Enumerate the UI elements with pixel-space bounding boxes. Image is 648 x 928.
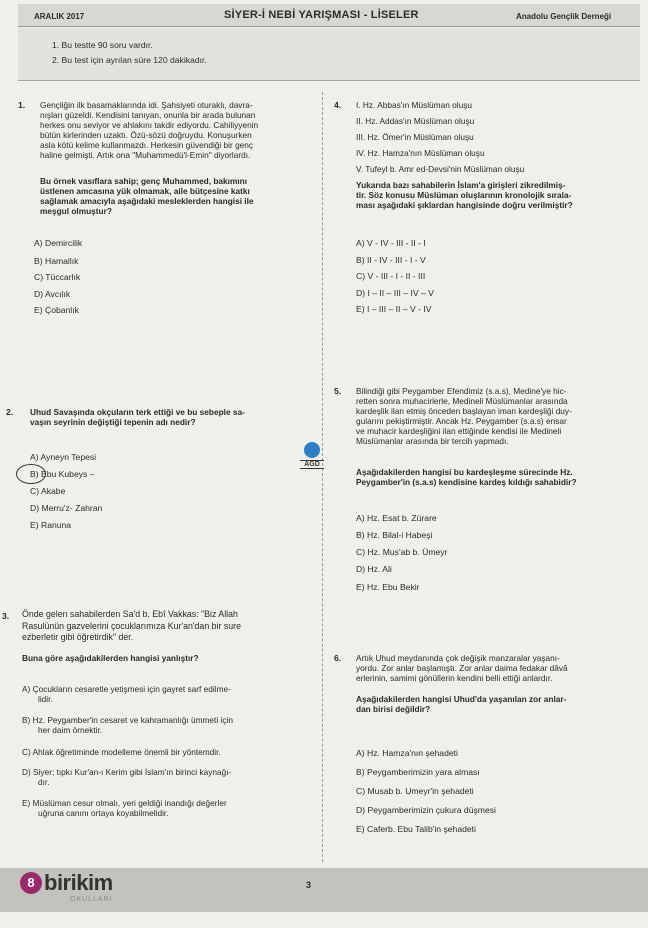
passage-line: Önde gelen sahabilerden Sa'd b. Ebî Vakkas: "Biz Allah [22,609,238,619]
header-band [18,4,640,27]
passage-line: erlerinin, samimi gönüllerin kendini belli ettiği anlardır. [356,673,553,683]
passage-line: yordu. Zor anlar başlamıştı. Zor anlar daima fedakar dâvâ [356,663,568,673]
option-b[interactable]: B) Peygamberimizin yara alması [356,767,480,777]
passage-line: asla kötü kelime kullanmazdı. Herkesin güvendiği bir genç [40,140,254,150]
question-passage [356,386,572,446]
passage-line: nışları güzeldi. Kendisini tanıyan, onunla bir arada bulunan [40,110,256,120]
prompt-line: üstlenen amcasına yük olmamak, aile bütçesine katkı [40,186,250,196]
option-a[interactable]: A) V - IV - III - II - I [356,238,426,248]
exam-date: ARALIK 2017 [34,12,85,21]
option-a[interactable] [22,684,231,704]
option-a[interactable]: A) Ayneyn Tepesi [30,452,97,462]
question-passage [356,653,568,683]
logo-subtitle: OKULLARI [70,896,113,903]
option-b[interactable]: B) Hz. Bilal-i Habeşi [356,530,433,540]
roman-item: II. Hz. Addas'ın Müslüman oluşu [356,116,475,126]
option-c[interactable]: C) Hz. Mus'ab b. Ümeyr [356,547,448,557]
question-prompt [40,176,254,216]
question-prompt: Buna göre aşağıdakilerden hangisi yanlıştır? [22,653,199,663]
option-line: her daim örnektir. [38,725,103,735]
option-e[interactable] [22,798,227,818]
column-divider [322,92,323,862]
option-line: uğruna canını ortaya koyabilmelidir. [38,808,169,818]
pen-circle-mark [16,464,46,484]
option-line: B) Hz. Peygamber'in cesaret ve kahramanlığı ümmeti için [22,715,233,725]
option-a[interactable]: A) Hz. Hamza'nın şehadeti [356,748,458,758]
option-d[interactable]: D) Avcılık [34,289,71,299]
passage-line: herkes onu seviyor ve ahlakını takdir ediyordu. Cahiliyyenin [40,120,259,130]
question-number: 2. [6,407,14,417]
prompt-line: Uhud Savaşında okçuların terk ettiği ve bu sebeple sa- [30,407,245,417]
question-passage [22,609,241,644]
question-number: 3. [2,611,10,621]
prompt-line: ması aşağıdaki şıklardan hangisinde doğru verilmiştir? [356,200,573,210]
option-line: A) Çocukların cesaretle yetişmesi için gayret sarf edilme- [22,684,231,694]
option-b[interactable] [22,715,233,735]
passage-line: Bilindiği gibi Peygamber Efendimiz (s.a.s), Medine'ye hic- [356,386,567,396]
prompt-line: meşgul olmuştur? [40,206,112,216]
passage-line: bütün kirlerinden uzaktı. Özü-sözü doğruydu. Konuşurken [40,130,252,140]
organization-name: Anadolu Gençlik Derneği [516,12,612,21]
option-d[interactable] [22,767,231,787]
option-line: E) Müslüman cesur olmalı, yeri geldiği inandığı değerler [22,798,227,808]
option-line: D) Siyer; tıpkı Kur'an-ı Kerim gibi İslam'ın birinci kaynağı- [22,767,232,777]
option-line: dır. [38,777,50,787]
prompt-line: Aşağıdakilerden hangisi bu kardeşleşme sürecinde Hz. [356,467,573,477]
roman-item: III. Hz. Ömer'in Müslüman oluşu [356,132,474,142]
passage-line: ezberletir gibi öğretirdik" der. [22,632,134,642]
prompt-line: Bu örnek vasıflara sahip; genç Muhammed, bakımını [40,176,248,186]
option-b[interactable]: B) Hamallık [34,256,79,266]
option-e[interactable]: E) Caferb. Ebu Talib'in şehadeti [356,824,476,834]
option-e[interactable]: E) Hz. Ebu Bekir [356,582,420,592]
passage-line: retten sonra muhacirlerle, Medineli Müslümanlar arasında [356,396,568,406]
birikim-logo [20,870,113,896]
prompt-line: Peygamber'in (s.a.s) kendisine kardeş kıldığı sahabidir? [356,477,577,487]
prompt-line: tir. Söz konusu Müslüman oluşlarının kronolojik sırala- [356,190,572,200]
question-number: 6. [334,653,342,663]
question-passage [40,100,258,160]
passage-line: Müslümanlar arasında bir tercih yapmadı. [356,436,509,446]
prompt-line: Yukarıda bazı sahabilerin İslam'a girişleri zikredilmiş- [356,180,566,190]
question-prompt [356,694,566,714]
option-b[interactable]: B) Ebu Kubeys – [30,469,95,479]
passage-line: kardeşlik ilan etmiş önceden başlayan iman kardeşliği duy- [356,406,572,416]
agd-logo [300,442,324,469]
passage-line: Artık Uhud meydanında çok değişik manzaralar yaşanı- [356,653,560,663]
prompt-line: vaşın seyrinin değiştiği tepenin adı nedir? [30,417,196,427]
agd-emblem-icon [304,442,320,458]
instruction-line: 2. Bu test için ayrılan süre 120 dakikadır. [52,55,207,65]
option-d[interactable]: D) Peygamberimizin çukura düşmesi [356,805,496,815]
option-e[interactable]: E) Çobanlık [34,305,79,315]
option-c[interactable]: C) Tüccarlık [34,272,81,282]
option-a[interactable]: A) Demircilik [34,238,83,248]
option-line: lidir. [38,694,53,704]
option-e[interactable]: E) I – III – II – V - IV [356,304,432,314]
question-number: 5. [334,386,342,396]
option-c[interactable]: C) Akabe [30,486,66,496]
question-prompt [356,467,577,487]
option-d[interactable]: D) Merru'z- Zahran [30,503,103,513]
option-d[interactable]: D) Hz. Ali [356,564,392,574]
option-c[interactable]: C) V - III - I - II - III [356,271,426,281]
option-c[interactable] [22,747,221,757]
roman-item: I. Hz. Abbas'ın Müslüman oluşu [356,100,472,110]
passage-line: gularını pekiştirmiştir. Ancak Hz. Peygamber (s.a.s) ensar [356,416,567,426]
option-c[interactable]: C) Musab b. Umeyr'in şehadeti [356,786,474,796]
instructions-box [18,28,640,81]
passage-line: Rasulünün gazvelerini çocuklarımıza Kur'an'dan bir sure [22,620,241,631]
option-line: C) Ahlak öğretiminde modelleme önemli bir yöntemdir. [22,747,221,757]
roman-item: V. Tufeyl b. Amr ed-Devsi'nin Müslüman oluşu [356,164,525,174]
question-number: 1. [18,100,26,110]
passage-line: Gençliğin ilk basamaklarında idi. Şahsiyeti oturaklı, davra- [40,100,253,110]
exam-title: SİYER-İ NEBİ YARIŞMASI - LİSELER [224,9,419,21]
roman-item: IV. Hz. Hamza'nın Müslüman oluşu [356,148,485,158]
passage-line: haline gelmişti. Artık ona "Muhammedü'l-Emin" diyorlardı. [40,150,251,160]
prompt-line: sağlamak amacıyla aşağıdaki mesleklerden hangisi ile [40,196,254,206]
question-prompt [356,180,573,210]
option-e[interactable]: E) Ranuna [30,520,72,530]
option-a[interactable]: A) Hz. Esat b. Zürare [356,513,437,523]
logo-wordmark: birikim [44,870,113,895]
instruction-line: 1. Bu testte 90 soru vardır. [52,40,153,50]
prompt-line: Aşağıdakilerden hangisi Uhud'da yaşanılan zor anlar- [356,694,567,704]
passage-line: ve muhacir kardeşliğini ilan ettiğinde kendisi ile Medineli [356,426,562,436]
page-number: 3 [306,880,312,890]
prompt-line: dan birisi değildir? [356,704,431,714]
question-number: 4. [334,100,342,110]
question-prompt [30,407,245,427]
agd-label: AGD [300,460,324,469]
option-b[interactable]: B) II - IV - III - I - V [356,255,426,265]
birikim-badge-icon: 8 [20,872,42,894]
option-d[interactable]: D) I – II – III – IV – V [356,288,434,298]
